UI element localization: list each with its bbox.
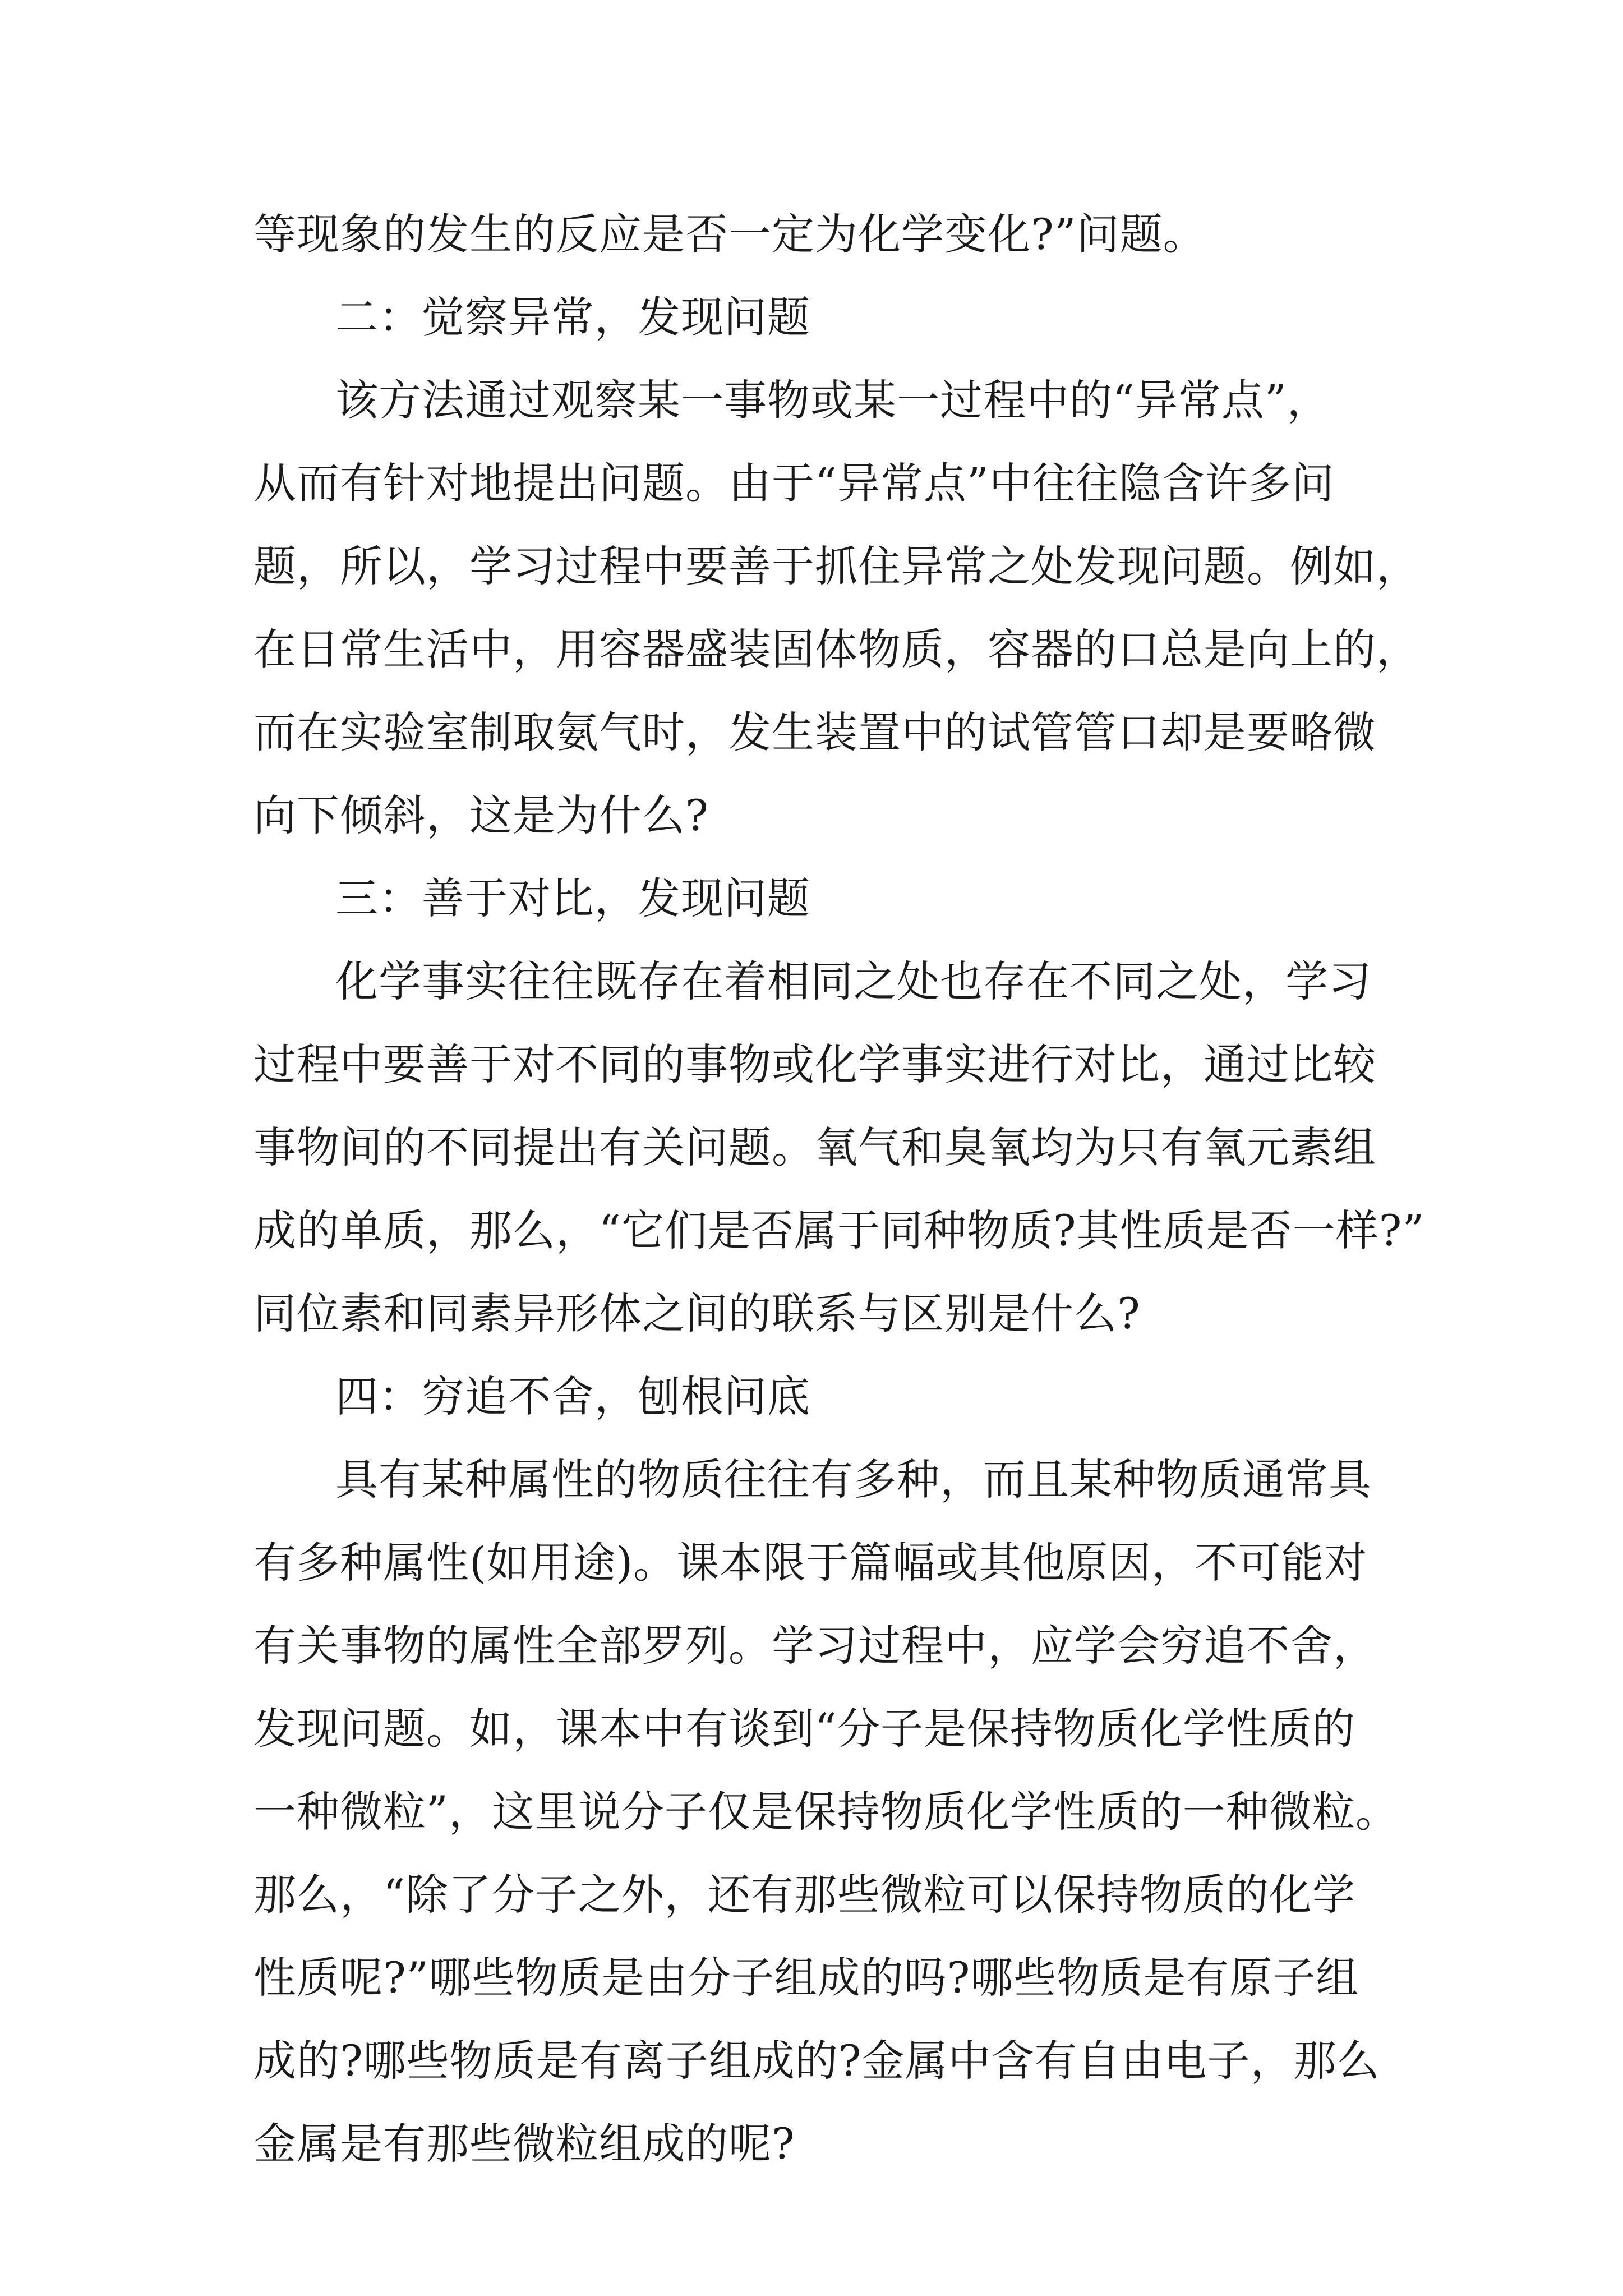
paragraph-line: 具有某种属性的物质往往有多种，而且某种物质通常具	[335, 1455, 1372, 1504]
section-heading-4: 四：穷追不舍，刨根问底	[335, 1372, 810, 1421]
paragraph-line: 性质呢?”哪些物质是由分子组成的吗?哪些物质是有原子组	[253, 1953, 1359, 2003]
paragraph-line: 有关事物的属性全部罗列。学习过程中，应学会穷追不舍，	[253, 1621, 1376, 1671]
paragraph-line: 题，所以，学习过程中要善于抓住异常之处发现问题。例如，	[253, 541, 1419, 591]
section-heading-2: 二：觉察异常，发现问题	[335, 292, 810, 342]
text-line-continuation: 等现象的发生的反应是否一定为化学变化?”问题。	[253, 209, 1206, 259]
paragraph-line: 事物间的不同提出有关问题。氧气和臭氧均为只有氧元素组	[253, 1122, 1376, 1172]
section-heading-3: 三：善于对比，发现问题	[335, 873, 810, 923]
paragraph-line: 化学事实往往既存在着相同之处也存在不同之处，学习	[335, 956, 1372, 1006]
paragraph-line: 发现问题。如，课本中有谈到“分子是保持物质化学性质的	[253, 1704, 1355, 1754]
paragraph-line: 该方法通过观察某一事物或某一过程中的“异常点”，	[335, 375, 1330, 425]
paragraph-line: 过程中要善于对不同的事物或化学事实进行对比，通过比较	[253, 1039, 1376, 1089]
paragraph-line: 同位素和同素异形体之间的联系与区别是什么?	[253, 1289, 1141, 1338]
paragraph-line: 一种微粒”，这里说分子仅是保持物质化学性质的一种微粒。	[253, 1787, 1399, 1837]
paragraph-line: 在日常生活中，用容器盛装固体物质，容器的口总是向上的，	[253, 624, 1419, 674]
paragraph-line: 而在实验室制取氨气时，发生装置中的试管管口却是要略微	[253, 707, 1376, 757]
paragraph-line: 有多种属性(如用途)。课本限于篇幅或其他原因，不可能对	[253, 1538, 1368, 1588]
paragraph-line: 成的?哪些物质是有离子组成的?金属中含有自由电子，那么	[253, 2036, 1380, 2086]
paragraph-line: 那么，“除了分子之外，还有那些微粒可以保持物质的化学	[253, 1870, 1355, 1920]
paragraph-line: 成的单质，那么，“它们是否属于同种物质?其性质是否一样?”	[253, 1205, 1425, 1255]
paragraph-line: 金属是有那些微粒组成的呢?	[253, 2119, 795, 2169]
paragraph-line: 从而有针对地提出问题。由于“异常点”中往往隐含许多问	[253, 458, 1335, 508]
paragraph-line: 向下倾斜，这是为什么?	[253, 790, 709, 840]
